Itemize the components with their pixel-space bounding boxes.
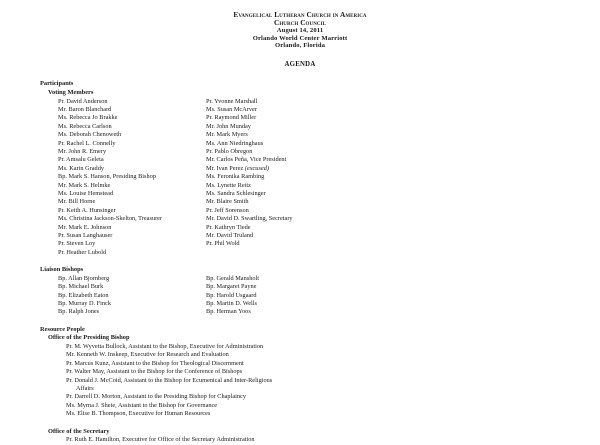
list-item: Pr. Raymond Miller [206,114,257,122]
list-item: Bp. Elizabeth Eaton [58,291,109,299]
list-item: Pr. Jeff Sorenson [206,206,249,214]
list-item: Pr. Pablo Obregon [206,148,253,155]
list-item: Mr. Mark Myers [206,131,248,139]
list-item: Ms. Feronika Rambing [206,173,265,181]
voting-members-column-right [206,98,406,249]
list-item: Pr. Ruth E. Hamilton, Executive for Office of the Secretary Administration [66,436,255,444]
list-item: Pr. Darrell D. Morton, Assistant to the Presiding Bishop for Chaplaincy [66,393,246,401]
list-item: Mr. Kenneth W. Inskeep, Executive for Research and Evaluation [66,351,229,359]
list-item: Ms. Elise B. Thompson, Executive for Human Resources [66,410,211,418]
list-item: Mr. David Truland [206,232,254,240]
list-item: Ms. Karin Graddy [58,164,104,172]
list-item: Pr. David Anderson [58,97,108,105]
meeting-city: Orlando, Florida [274,42,326,50]
office-secretary-list [66,436,560,444]
list-item: Pr. M. Wyvetta Bullock, Assistant to the Bishop, Executive for Administration [66,342,264,350]
list-item: Pr. Susan Langhauser [58,232,113,240]
member-name: Mr. Ivan Perez [206,164,245,172]
list-item: Ms. Christina Jackson-Skelton, Treasurer [58,215,163,223]
list-item: Bp. Harold Usgaard [206,291,257,299]
list-item: Mr. Bill Horne [58,198,96,206]
list-item: Mr. David D. Swartling, Secretary [206,215,293,223]
list-item: Bp. Ralph Jones [58,308,100,316]
excused-note: (excused) [244,164,269,172]
body-name: Church Council [274,18,326,28]
list-item: Mr. Blaire Smith [206,198,249,206]
voting-members-heading: Voting Members [48,89,94,97]
list-item: Pr. Keith A. Hunsinger [58,206,116,214]
list-item: Bp. Allan Bjornberg [58,274,110,282]
list-item: Mr. Mark S. Helmke [58,181,111,189]
list-item: Ms. Lynette Reitz [206,181,251,189]
list-item [66,377,560,394]
list-item: Ms. Deborah Chenoweth [58,131,122,139]
list-item: Mr. John R. Emery [58,148,107,155]
office-presiding-bishop-heading: Office of the Presiding Bishop [48,334,130,342]
list-item: Mr. Baron Blanchard [58,105,112,113]
list-item: Pr. Amsalu Geleta [58,156,104,164]
list-item: Bp. Gerald Mansholt [206,274,259,282]
letterhead [40,11,560,49]
list-item: Ms. Sandra Schlesinger [206,190,266,198]
list-item: Bp. Martin D. Wells [206,300,257,308]
entry-main: Pr. Donald J. McCoid, Assistant to the Bishop for Ecumenical and Inter-Religious [66,376,273,384]
meeting-date: August 14, 2011 [276,27,324,35]
entry-continuation: Affairs [76,384,94,392]
list-item: Ms. Louise Hemstead [58,190,114,198]
list-item: Ms. Ann Niedringhaus [206,139,264,147]
voting-members-column-left [58,98,208,258]
list-item: Ms. Myrna J. Sheie, Assistant to the Bishop for Governance [66,401,218,409]
office-secretary-heading: Office of the Secretary [48,427,110,435]
list-item: Pr. Phil Wold [206,240,240,248]
document-body [40,80,560,444]
meeting-venue: Orlando World Center Marriott [252,34,348,42]
list-item: Mr. John Munday [206,122,251,130]
list-item: Pr. Yvonne Marshall [206,97,258,105]
voting-members-list [58,98,560,258]
list-item: Pr. Heather Lubold [58,248,107,256]
list-item: Ms. Rebecca Jo Brakke [58,114,118,122]
list-item-excused [206,165,406,173]
liaison-bishops-column-left [58,275,208,317]
liaison-bishops-column-right [206,275,406,317]
list-item: Pr. Kathryn Tiede [206,223,251,231]
list-item: Mr. Carlos Peña, Vice President [206,156,287,164]
liaison-bishops-list [58,275,560,317]
list-item: Pr. Walter May, Assistant to the Bishop for the Conference of Bishops [66,368,243,376]
liaison-bishops-heading: Liaison Bishops [40,266,84,274]
document-type-title: AGENDA [284,61,316,69]
list-item: Ms. Susan McArver [206,105,257,113]
organization-name: Evangelical Lutheran Church in America [233,10,367,19]
list-item: Pr. Steven Loy [58,240,96,248]
list-item: Bp. Michael Burk [58,283,104,291]
resource-people-heading: Resource People [40,325,85,333]
list-item: Pr. Rachel L. Connelly [58,139,116,147]
list-item: Ms. Rebecca Carlson [58,122,112,130]
list-item: Bp. Herman Yoos [206,308,251,316]
list-item: Pr. Marcus Kunz, Assistant to the Bishop for Theological Discernment [66,359,244,367]
list-item: Bp. Murray D. Finck [58,300,111,308]
participants-heading: Participants [40,80,74,88]
list-item: Bp. Mark S. Hanson, Presiding Bishop [58,173,156,181]
office-presiding-bishop-list [66,343,560,419]
list-item: Mr. Mark E. Johnson [58,223,112,231]
list-item: Bp. Margaret Payne [206,283,257,291]
